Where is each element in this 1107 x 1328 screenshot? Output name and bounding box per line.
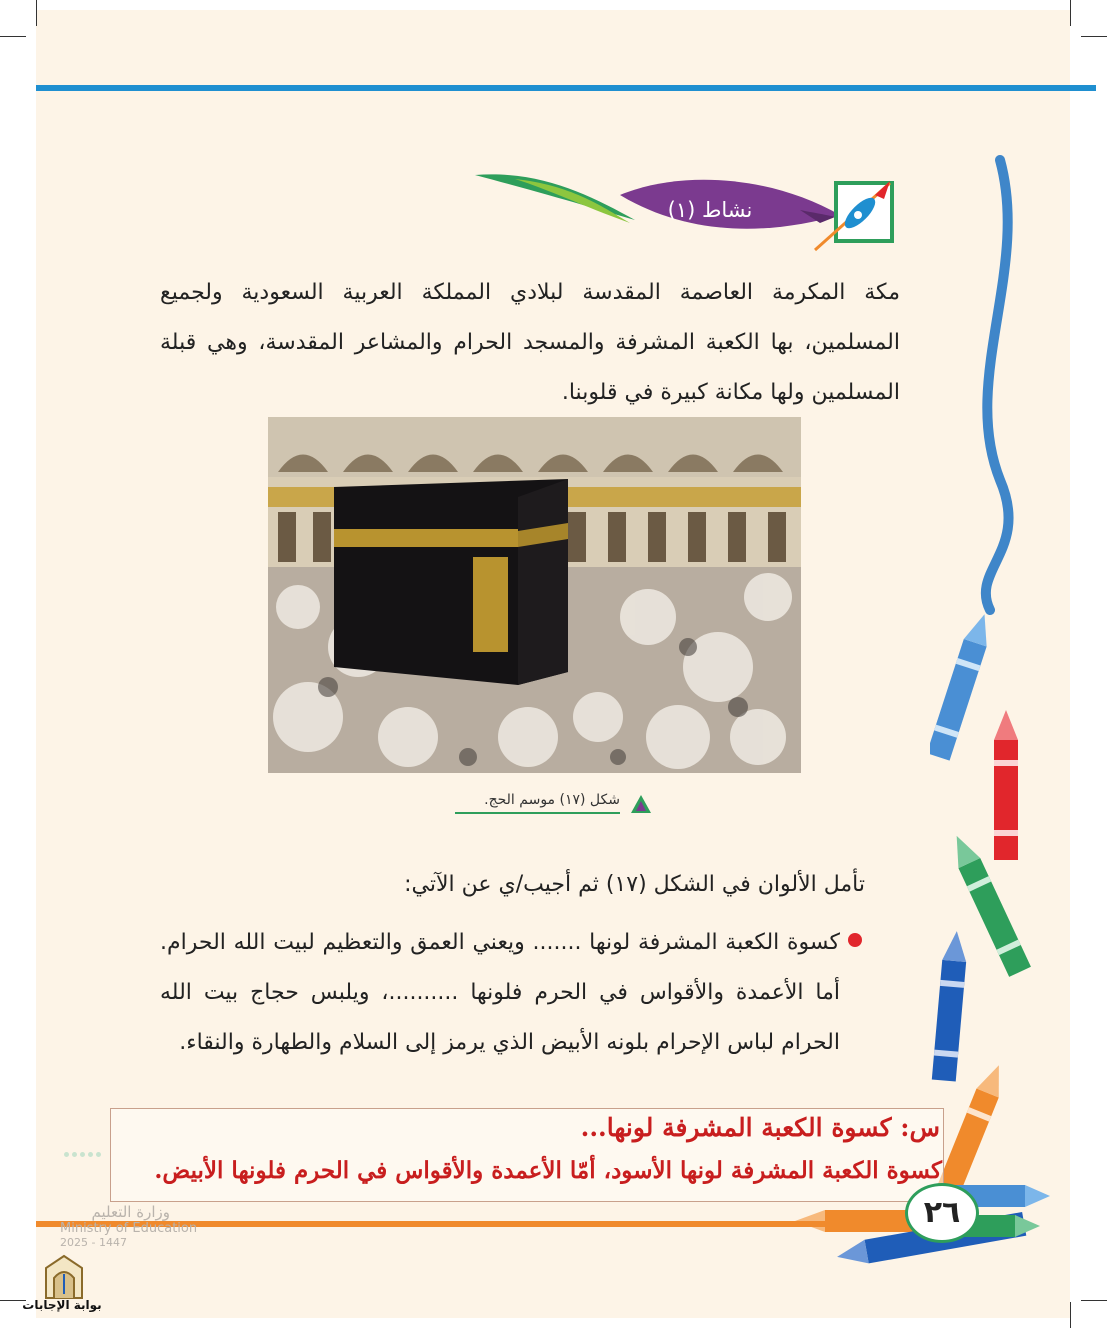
ministry-dots-icon [64, 1152, 197, 1157]
ministry-watermark [60, 1203, 198, 1249]
question-prompt: تأمل الألوان في الشكل (١٧) ثم أجيب/ي عن الآتي: [404, 872, 865, 897]
top-rule [36, 85, 1096, 91]
bullet-dot-icon [848, 933, 862, 947]
question-bullet: كسوة الكعبة المشرفة لونها ....... ويعني العمق والتعظيم لبيت الله الحرام. أما الأعمدة والأقواس في الحرم فلونها ..........، ويلبس حجاج بيت الله الحرام لباس الإحرام بلونه الأبيض الذي يرمز إلى السلام والطهارة والنقاء. [160, 930, 840, 1055]
kaaba-photo [268, 417, 801, 773]
answer-question: س: كسوة الكعبة المشرفة لونها... [580, 1113, 940, 1142]
ministry-year: 2025 - 1447 [60, 1236, 127, 1249]
crop-mark [1081, 1300, 1107, 1301]
crop-mark [1081, 36, 1107, 37]
page-number: ٢٦ [905, 1183, 979, 1243]
site-logo-icon [42, 1254, 86, 1300]
crop-mark [36, 0, 37, 26]
crop-mark [0, 36, 26, 37]
ministry-name-ar: وزارة التعليم [91, 1203, 170, 1221]
answer-text: كسوة الكعبة المشرفة لونها الأسود، أمّا الأعمدة والأقواس في الحرم فلونها الأبيض. [154, 1157, 942, 1184]
site-logo-text: بوابة الإجابات [22, 1298, 102, 1312]
figure-caption: شكل (١٧) موسم الحج. [455, 792, 620, 814]
ministry-name-en: Ministry of Education [60, 1221, 198, 1236]
intro-paragraph: مكة المكرمة العاصمة المقدسة لبلادي المملكة العربية السعودية ولجميع المسلمين، بها الكعبة المشرفة والمسجد الحرام والمشاعر المقدسة، وهي قبلة المسلمين ولها مكانة كبيرة في قلوبنا. [160, 280, 900, 405]
crop-mark [1070, 1302, 1071, 1328]
activity-label: نشاط (١) [667, 198, 753, 222]
crop-mark [1070, 0, 1071, 26]
caption-triangle-icon [630, 793, 652, 815]
crayons-decoration [930, 150, 1070, 1280]
